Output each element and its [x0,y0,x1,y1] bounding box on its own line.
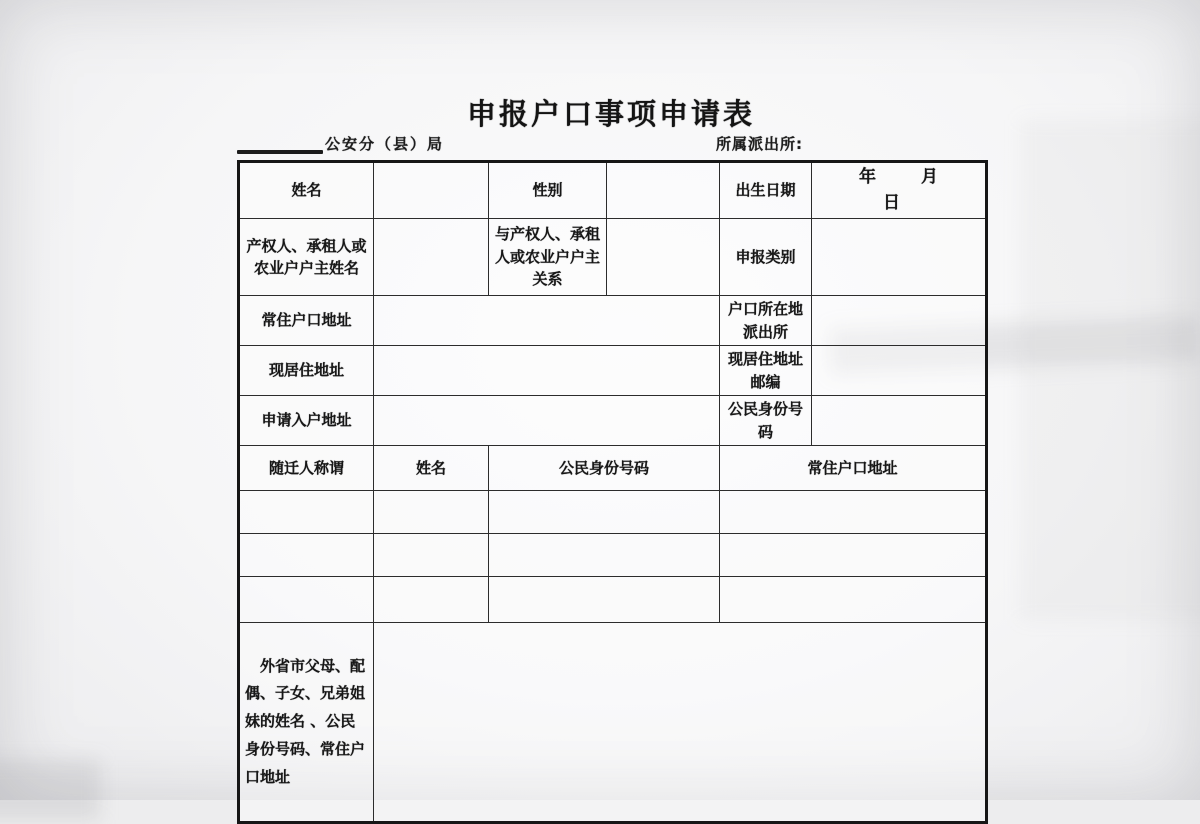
current-address-label: 现居住地址 [239,346,374,396]
table-row-migrant-3 [239,577,987,623]
current-zip-value-cell [812,346,987,396]
table-row-owner [239,219,987,296]
table-row-permanent-address [239,296,987,346]
form-title: 申报户口事项申请表 [237,92,985,133]
table-row-relatives [239,623,987,823]
registered-station-label: 户口所在地派出所 [720,296,812,346]
current-zip-label: 现居住地址邮编 [720,346,812,396]
scan-smudge [1020,120,1200,620]
declaration-type-label: 申报类别 [720,219,812,296]
migrant3-relation-cell [239,577,374,623]
current-address-value-cell [374,346,720,396]
migrant-address-header: 常住户口地址 [720,446,987,491]
migrant-name-header: 姓名 [374,446,489,491]
bureau-label: 公安分（县）局 [325,133,444,154]
owner-name-value-cell [374,219,489,296]
migrant2-name-cell [374,534,489,577]
table-row-migrant-2 [239,534,987,577]
migrant1-name-cell [374,491,489,534]
table-row-current-address [239,346,987,396]
migrant-citizen-id-header: 公民身份号码 [489,446,720,491]
migrant-relation-header: 随迁人称谓 [239,446,374,491]
form-subheader [237,132,985,156]
table-row-migrant-1 [239,491,987,534]
birth-date-format-cell: 年 月 日 [812,162,987,219]
gender-value-cell [607,162,720,219]
relatives-note-value-cell [374,623,987,823]
citizen-id-value-cell [812,396,987,446]
migrant1-citizen-id-cell [489,491,720,534]
migrant3-citizen-id-cell [489,577,720,623]
migrant1-address-cell [720,491,987,534]
station-label: 所属派出所: [716,133,803,154]
scan-smudge [0,760,100,820]
name-label: 姓名 [239,162,374,219]
declaration-type-value-cell [812,219,987,296]
gender-label: 性别 [489,162,607,219]
migrant3-name-cell [374,577,489,623]
table-row-migrant-header [239,446,987,491]
table-row-apply-address [239,396,987,446]
bureau-blank-underline [237,150,323,154]
permanent-address-value-cell [374,296,720,346]
citizen-id-label: 公民身份号码 [720,396,812,446]
apply-address-value-cell [374,396,720,446]
migrant3-address-cell [720,577,987,623]
migrant2-relation-cell [239,534,374,577]
migrant2-citizen-id-cell [489,534,720,577]
apply-address-label: 申请入户地址 [239,396,374,446]
owner-relation-label: 与产权人、承租人或农业户户主关系 [489,219,607,296]
owner-relation-value-cell [607,219,720,296]
relatives-note-label: 外省市父母、配偶、子女、兄弟姐妹的姓名 、公民身份号码、常住户口地址 [239,623,374,823]
permanent-address-label: 常住户口地址 [239,296,374,346]
table-row-identity [239,162,987,219]
registered-station-value-cell [812,296,987,346]
name-value-cell [374,162,489,219]
application-form-table [237,160,988,824]
migrant2-address-cell [720,534,987,577]
owner-name-label: 产权人、承租人或农业户户主姓名 [239,219,374,296]
birth-date-label: 出生日期 [720,162,812,219]
migrant1-relation-cell [239,491,374,534]
